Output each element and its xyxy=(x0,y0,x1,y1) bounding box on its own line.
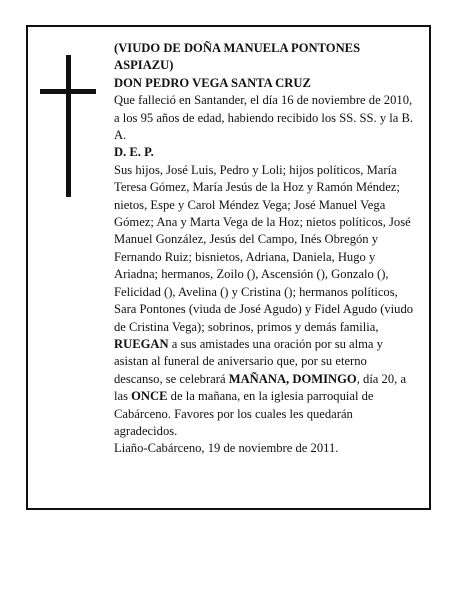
death-statement: Que falleció en Santander, el día 16 de noviembre de 2010, a los 95 años de edad, habiendo recibido los SS. SS. y la B. A. xyxy=(114,93,414,143)
cross-vertical-bar xyxy=(66,55,71,197)
funeral-day: MAÑANA, DOMINGO xyxy=(228,371,357,386)
request-bold-word: RUEGAN xyxy=(114,336,169,351)
deceased-name: DON PEDRO VEGA SANTA CRUZ xyxy=(114,75,311,90)
place-date: Liaño-Cabárceno, 19 de noviembre de 2011. xyxy=(114,441,339,456)
cross-icon xyxy=(40,55,96,197)
request-text-3: de la mañana, en la iglesia parroquial de Cabárceno. Favores por los cuales les quedarán agradecidos. xyxy=(114,389,374,438)
funeral-time: ONCE xyxy=(131,389,168,404)
notice-body xyxy=(114,40,416,458)
request-text-1: a sus amistades una oración por su alma y asistan al funeral de aniversario que, por su eterno descanso, se celebrará xyxy=(114,336,383,386)
request-paragraph xyxy=(114,336,416,440)
cross-horizontal-bar xyxy=(40,89,96,94)
family-list: Sus hijos, José Luis, Pedro y Loli; hijos políticos, María Teresa Gómez, María Jesús de la Hoz y Ramón Méndez; nietos, Espe y Carol Méndez Vega; José Manuel Vega Gómez; Ana y Marta Vega de la Hoz; nietos políticos, José Manuel González, Jesús del Campo, Inés Obregón y Fernando Ruiz; bisnietos, Adriana, Daniela, Hugo y Ariadna; hermanos, Zoilo (), Ascensión (), Gonzalo (), Felicidad (), Avelina () y Cristina (); hermanos políticos, Sara Pontones (viuda de José Agudo) y Fidel Agudo (viudo de Cristina Vega); sobrinos, primos y demás familia, xyxy=(114,162,414,334)
widower-line: (VIUDO DE DOÑA MANUELA PONTONES ASPIAZU) xyxy=(114,41,361,73)
dep-line: D. E. P. xyxy=(114,145,154,160)
request-text-2: , día 20, a las xyxy=(114,371,407,404)
